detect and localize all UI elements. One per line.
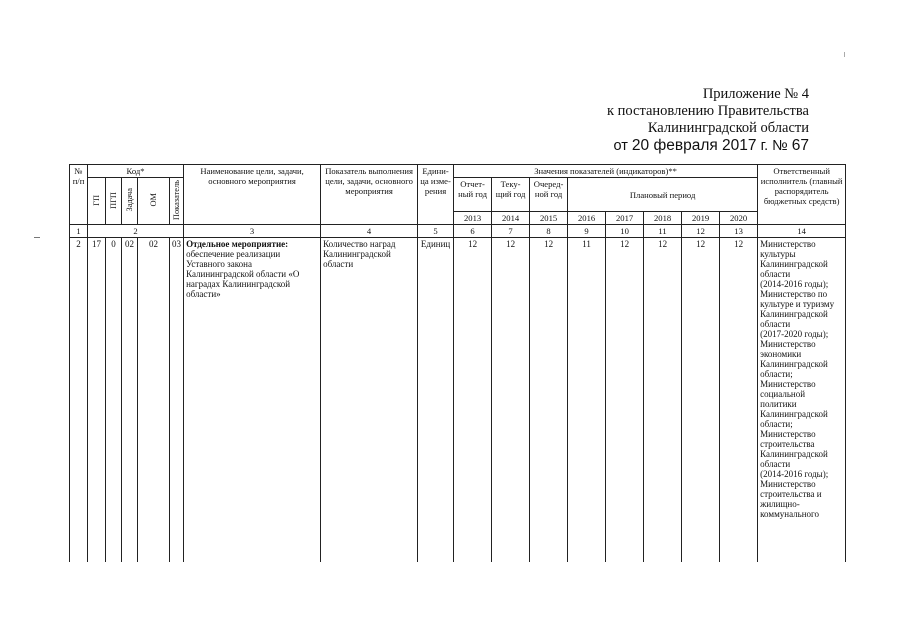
header-year: 2019 <box>682 212 720 225</box>
resolution-number: 67 <box>791 137 809 154</box>
column-number: 4 <box>321 225 418 238</box>
responsible-line: области <box>760 319 791 329</box>
responsible-line: Калининградской <box>760 309 828 319</box>
cell-value: 12 <box>720 238 758 563</box>
header-year: 2018 <box>644 212 682 225</box>
responsible-line: Министерство по <box>760 289 828 299</box>
responsible-line: экономики <box>760 349 802 359</box>
header-year: 2013 <box>454 212 492 225</box>
header-code-gp: ГП <box>88 178 106 225</box>
header-code-indicator: Показатель <box>170 178 184 225</box>
responsible-line: Калининградской <box>760 259 828 269</box>
responsible-line: Калининградской <box>760 409 828 419</box>
responsible-line: политики <box>760 399 797 409</box>
responsible-line: строительства и <box>760 489 822 499</box>
activity-title: Отдельное мероприятие: <box>186 239 289 249</box>
cell-gp: 17 <box>88 238 106 563</box>
cell-value: 11 <box>568 238 606 563</box>
responsible-line: области <box>760 269 791 279</box>
column-number: 10 <box>606 225 644 238</box>
header-year: 2016 <box>568 212 606 225</box>
column-number: 3 <box>184 225 321 238</box>
column-number: 11 <box>644 225 682 238</box>
responsible-line: Калининградской <box>760 359 828 369</box>
resolution-date: 20 февраля 2017 <box>631 137 757 154</box>
header-code-task: Задача <box>122 178 138 225</box>
header-code: Код* <box>88 165 184 178</box>
responsible-line: коммунального <box>760 509 820 519</box>
cell-np: 2 <box>70 238 88 563</box>
header-values: Значения показателей (индикаторов)** <box>454 165 758 178</box>
resolution-date-line <box>607 137 809 155</box>
column-number: 7 <box>492 225 530 238</box>
scan-mark <box>34 237 40 238</box>
cell-value: 12 <box>492 238 530 563</box>
responsible-line: социальной <box>760 389 806 399</box>
column-number: 14 <box>758 225 846 238</box>
cell-value: 12 <box>682 238 720 563</box>
responsible-line: области; <box>760 419 793 429</box>
cell-value: 12 <box>530 238 568 563</box>
responsible-line: (2014-2016 годы); <box>760 279 829 289</box>
column-number: 8 <box>530 225 568 238</box>
responsible-line: Министерство <box>760 239 816 249</box>
header-current-year: Теку-щий год <box>492 178 530 212</box>
header-report-year: Отчет-ный год <box>454 178 492 212</box>
cell-name <box>184 238 321 563</box>
header-code-pgp: ПГП <box>106 178 122 225</box>
header-responsible: Ответственный исполнитель (главный распорядитель бюджетных средств) <box>758 165 846 225</box>
activity-description: обеспечение реализации Уставного закона Калининградской области «О наградах Калининградской области» <box>186 249 300 299</box>
header-code-om: ОМ <box>138 178 170 225</box>
cell-value: 12 <box>644 238 682 563</box>
header-indicator: Показатель выполнения цели, задачи, основного мероприятия <box>321 165 418 225</box>
responsible-line: Министерство <box>760 429 816 439</box>
responsible-line: жилищно- <box>760 499 800 509</box>
cell-value: 12 <box>454 238 492 563</box>
cell-indicator-code: 03 <box>170 238 184 563</box>
responsible-line: (2017-2020 годы); <box>760 329 829 339</box>
cell-task: 02 <box>122 238 138 563</box>
cell-om: 02 <box>138 238 170 563</box>
cell-indicator: Количество наград Калининградской области <box>321 238 418 563</box>
header-unit: Едини-ца изме-рения <box>418 165 454 225</box>
cell-unit: Единиц <box>418 238 454 563</box>
indicators-table <box>69 164 846 562</box>
resolution-reference: к постановлению Правительства <box>607 103 809 119</box>
column-number: 5 <box>418 225 454 238</box>
column-number: 6 <box>454 225 492 238</box>
header-year: 2014 <box>492 212 530 225</box>
responsible-line: Калининградской <box>760 449 828 459</box>
header-name: Наименование цели, задачи, основного мероприятия <box>184 165 321 225</box>
cell-value: 12 <box>606 238 644 563</box>
appendix-title: Приложение № 4 <box>702 86 809 102</box>
responsible-line: культуре и туризму <box>760 299 835 309</box>
column-number: 9 <box>568 225 606 238</box>
responsible-line: области; <box>760 369 793 379</box>
date-prefix: от <box>613 138 628 154</box>
header-next-year: Очеред-ной год <box>530 178 568 212</box>
column-number: 12 <box>682 225 720 238</box>
responsible-line: области <box>760 459 791 469</box>
header-plan-period: Плановый период <box>568 178 758 212</box>
region-name: Калининградской области <box>647 120 809 136</box>
header-year: 2020 <box>720 212 758 225</box>
column-number: 2 <box>88 225 184 238</box>
responsible-line: Министерство <box>760 479 816 489</box>
header-np: № п/п <box>70 165 88 225</box>
column-number: 1 <box>70 225 88 238</box>
cell-responsible <box>758 238 846 563</box>
header-year: 2017 <box>606 212 644 225</box>
responsible-line: Министерство <box>760 339 816 349</box>
responsible-line: культуры <box>760 249 796 259</box>
cell-pgp: 0 <box>106 238 122 563</box>
table-row <box>70 238 846 563</box>
header-year: 2015 <box>530 212 568 225</box>
responsible-line: Министерство <box>760 379 816 389</box>
document-header <box>607 86 809 155</box>
scan-mark <box>844 52 845 57</box>
responsible-line: строительства <box>760 439 815 449</box>
column-number: 13 <box>720 225 758 238</box>
responsible-line: (2014-2016 годы); <box>760 469 829 479</box>
date-suffix: г. № <box>760 138 788 154</box>
